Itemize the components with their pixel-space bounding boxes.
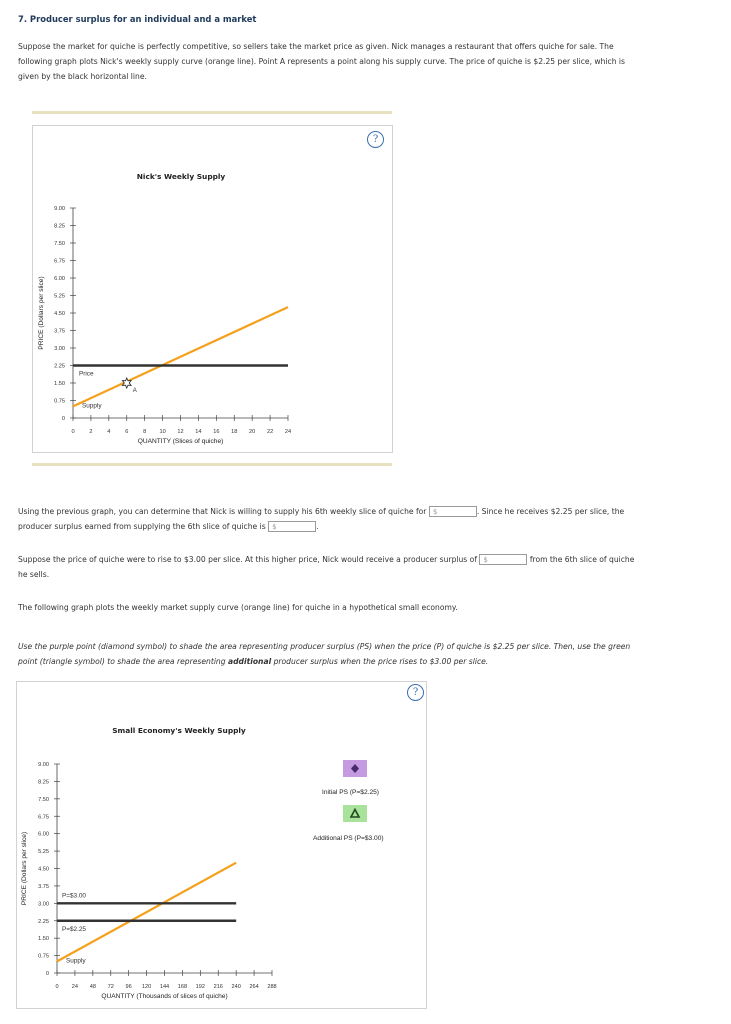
x-tick-label: 0: [55, 984, 59, 990]
point-a-label: A: [132, 388, 137, 394]
x-axis-title: QUANTITY (Slices of quiche): [137, 438, 224, 445]
page-title: 7. Producer surplus for an individual and a market: [18, 14, 257, 24]
chart2-graph[interactable]: [17, 682, 317, 1008]
question-2-text-b: from the 6th slice of quiche he sells.: [18, 555, 635, 579]
chart1-title: Nick's Weekly Supply: [136, 172, 226, 181]
x-tick-label: 144: [159, 984, 170, 990]
market-intro: The following graph plots the weekly market supply curve (orange line) for quiche in a hypothetical small economy.: [18, 603, 458, 612]
y-tick-label: 4.50: [38, 866, 49, 873]
x-tick-label: 20: [249, 429, 256, 435]
divider-bottom-1: [32, 463, 392, 466]
y-tick-label: 9.00: [38, 762, 49, 768]
y-tick-label: 0.75: [54, 398, 65, 405]
x-tick-label: 22: [266, 429, 274, 435]
dollar-prefix: $: [432, 507, 438, 516]
additional-ps-label: Additional PS (P=$3.00): [313, 835, 384, 842]
y-tick-label: 9.00: [54, 206, 65, 212]
x-tick-label: 240: [231, 984, 241, 990]
y-tick-label: 5.25: [54, 293, 65, 300]
instruction-text-b: producer surplus when the price rises to $3.00 per slice.: [273, 657, 489, 666]
answer-input-6th-slice-price[interactable]: [429, 506, 477, 517]
triangle-tool-icon: [343, 805, 367, 822]
help-icon: ?: [412, 687, 419, 698]
answer-input-6th-slice-ps[interactable]: [268, 521, 319, 532]
x-tick-label: 4: [107, 429, 111, 435]
chart1-panel: [32, 125, 393, 453]
y-tick-label: 7.50: [54, 241, 65, 247]
y-tick-label: 5.25: [38, 849, 49, 856]
dollar-prefix: $: [483, 555, 488, 564]
x-tick-label: 8: [143, 429, 147, 435]
y-tick-label: 3.00: [54, 346, 65, 352]
instruction-text-a: Use the purple point (diamond symbol) to shade the area representing producer surplus (PS) when the price (P) of quiche is $2.25 per slice. Then, use the green point (triangle symbol) to shade the area representing: [18, 642, 631, 666]
x-tick-label: 48: [89, 984, 96, 990]
x-axis-title: QUANTITY (Thousands of slices of quiche): [101, 993, 228, 1000]
initial-ps-label: Initial PS (P=$2.25): [322, 789, 379, 796]
x-tick-label: 2: [89, 429, 93, 435]
y-tick-label: 2.25: [38, 918, 49, 925]
x-tick-label: 24: [284, 429, 292, 435]
question-2-text-a: Suppose the price of quiche were to rise to $3.00 per slice. At this higher price, Nick would receive a producer surplus of: [18, 555, 477, 564]
y-tick-label: 1.50: [54, 381, 65, 387]
supply-curve: [57, 863, 236, 965]
x-tick-label: 6: [125, 429, 129, 435]
x-tick-label: 14: [195, 429, 202, 435]
y-tick-label: 6.75: [54, 258, 65, 265]
x-tick-label: 24: [71, 984, 79, 990]
y-tick-label: 1.50: [38, 936, 49, 943]
x-tick-label: 288: [267, 984, 277, 990]
x-tick-label: 12: [177, 429, 184, 435]
y-axis-title: PRICE (Dollars per slice): [21, 831, 28, 906]
x-tick-label: 18: [231, 429, 238, 435]
instruction-paragraph: [18, 639, 638, 669]
y-tick-label: 0: [45, 971, 49, 977]
y-tick-label: 3.75: [54, 328, 65, 335]
y-tick-label: 6.00: [54, 276, 65, 282]
intro-paragraph: Suppose the market for quiche is perfectly competitive, so sellers take the market price as given. Nick manages a restaurant that offers quiche for sale. The following graph plots Nick's weekly supply curve (orange line). Point A represents a point along his supply curve. The price of quiche is $2.25 per slice, which is given by the black horizontal line.: [18, 42, 626, 81]
y-tick-label: 2.25: [54, 363, 65, 370]
question-1-text-c: .: [316, 522, 319, 531]
additional-ps-tool[interactable]: [343, 805, 367, 822]
initial-ps-tool[interactable]: [343, 760, 367, 777]
y-tick-label: 6.00: [38, 831, 49, 838]
x-tick-label: 72: [107, 984, 114, 990]
price-3-label: P=$3.00: [62, 892, 86, 900]
chart2-title: Small Economy's Weekly Supply: [112, 726, 246, 735]
x-tick-label: 216: [213, 984, 223, 990]
instruction-bold: additional: [227, 657, 272, 666]
answer-input-ps-at-3[interactable]: [479, 554, 527, 565]
x-tick-label: 96: [125, 984, 132, 990]
x-tick-label: 168: [177, 984, 188, 990]
y-tick-label: 6.75: [38, 814, 49, 821]
y-tick-label: 8.25: [54, 223, 65, 230]
y-tick-label: 3.75: [38, 883, 49, 890]
supply-label: Supply: [82, 402, 102, 410]
price-label: Price: [79, 370, 94, 378]
diamond-tool-icon: [343, 760, 367, 777]
dollar-prefix: $: [272, 522, 277, 531]
x-tick-label: 0: [71, 429, 75, 435]
y-tick-label: 7.50: [38, 796, 49, 803]
question-1: [18, 504, 638, 534]
x-tick-label: 120: [141, 984, 152, 990]
price-225-label: P=$2.25: [62, 925, 86, 933]
help-button-2[interactable]: [407, 684, 424, 701]
y-axis-title: PRICE (Dollars per slice): [38, 276, 45, 350]
y-tick-label: 8.25: [38, 779, 49, 786]
supply-label: Supply: [66, 957, 86, 965]
y-tick-label: 0.75: [38, 953, 49, 960]
chart2-panel: [16, 681, 427, 1009]
question-1-text-b: . Since he receives $2.25 per slice, the producer surplus earned from supplying the 6th slice of quiche is: [18, 507, 625, 531]
x-tick-label: 264: [249, 984, 259, 990]
x-tick-label: 192: [195, 984, 206, 990]
x-tick-label: 16: [213, 429, 220, 435]
y-tick-label: 4.50: [54, 311, 65, 317]
chart1-graph[interactable]: [33, 126, 392, 452]
question-1-text-a: Using the previous graph, you can determine that Nick is willing to supply his 6th weekly slice of quiche for: [18, 507, 427, 516]
y-tick-label: 3.00: [38, 901, 49, 908]
supply-curve: [73, 307, 288, 406]
x-tick-label: 10: [159, 429, 166, 435]
help-icon: ?: [372, 134, 379, 145]
divider-top-1: [32, 111, 392, 114]
question-2: [18, 552, 638, 582]
y-tick-label: 0: [61, 416, 65, 422]
